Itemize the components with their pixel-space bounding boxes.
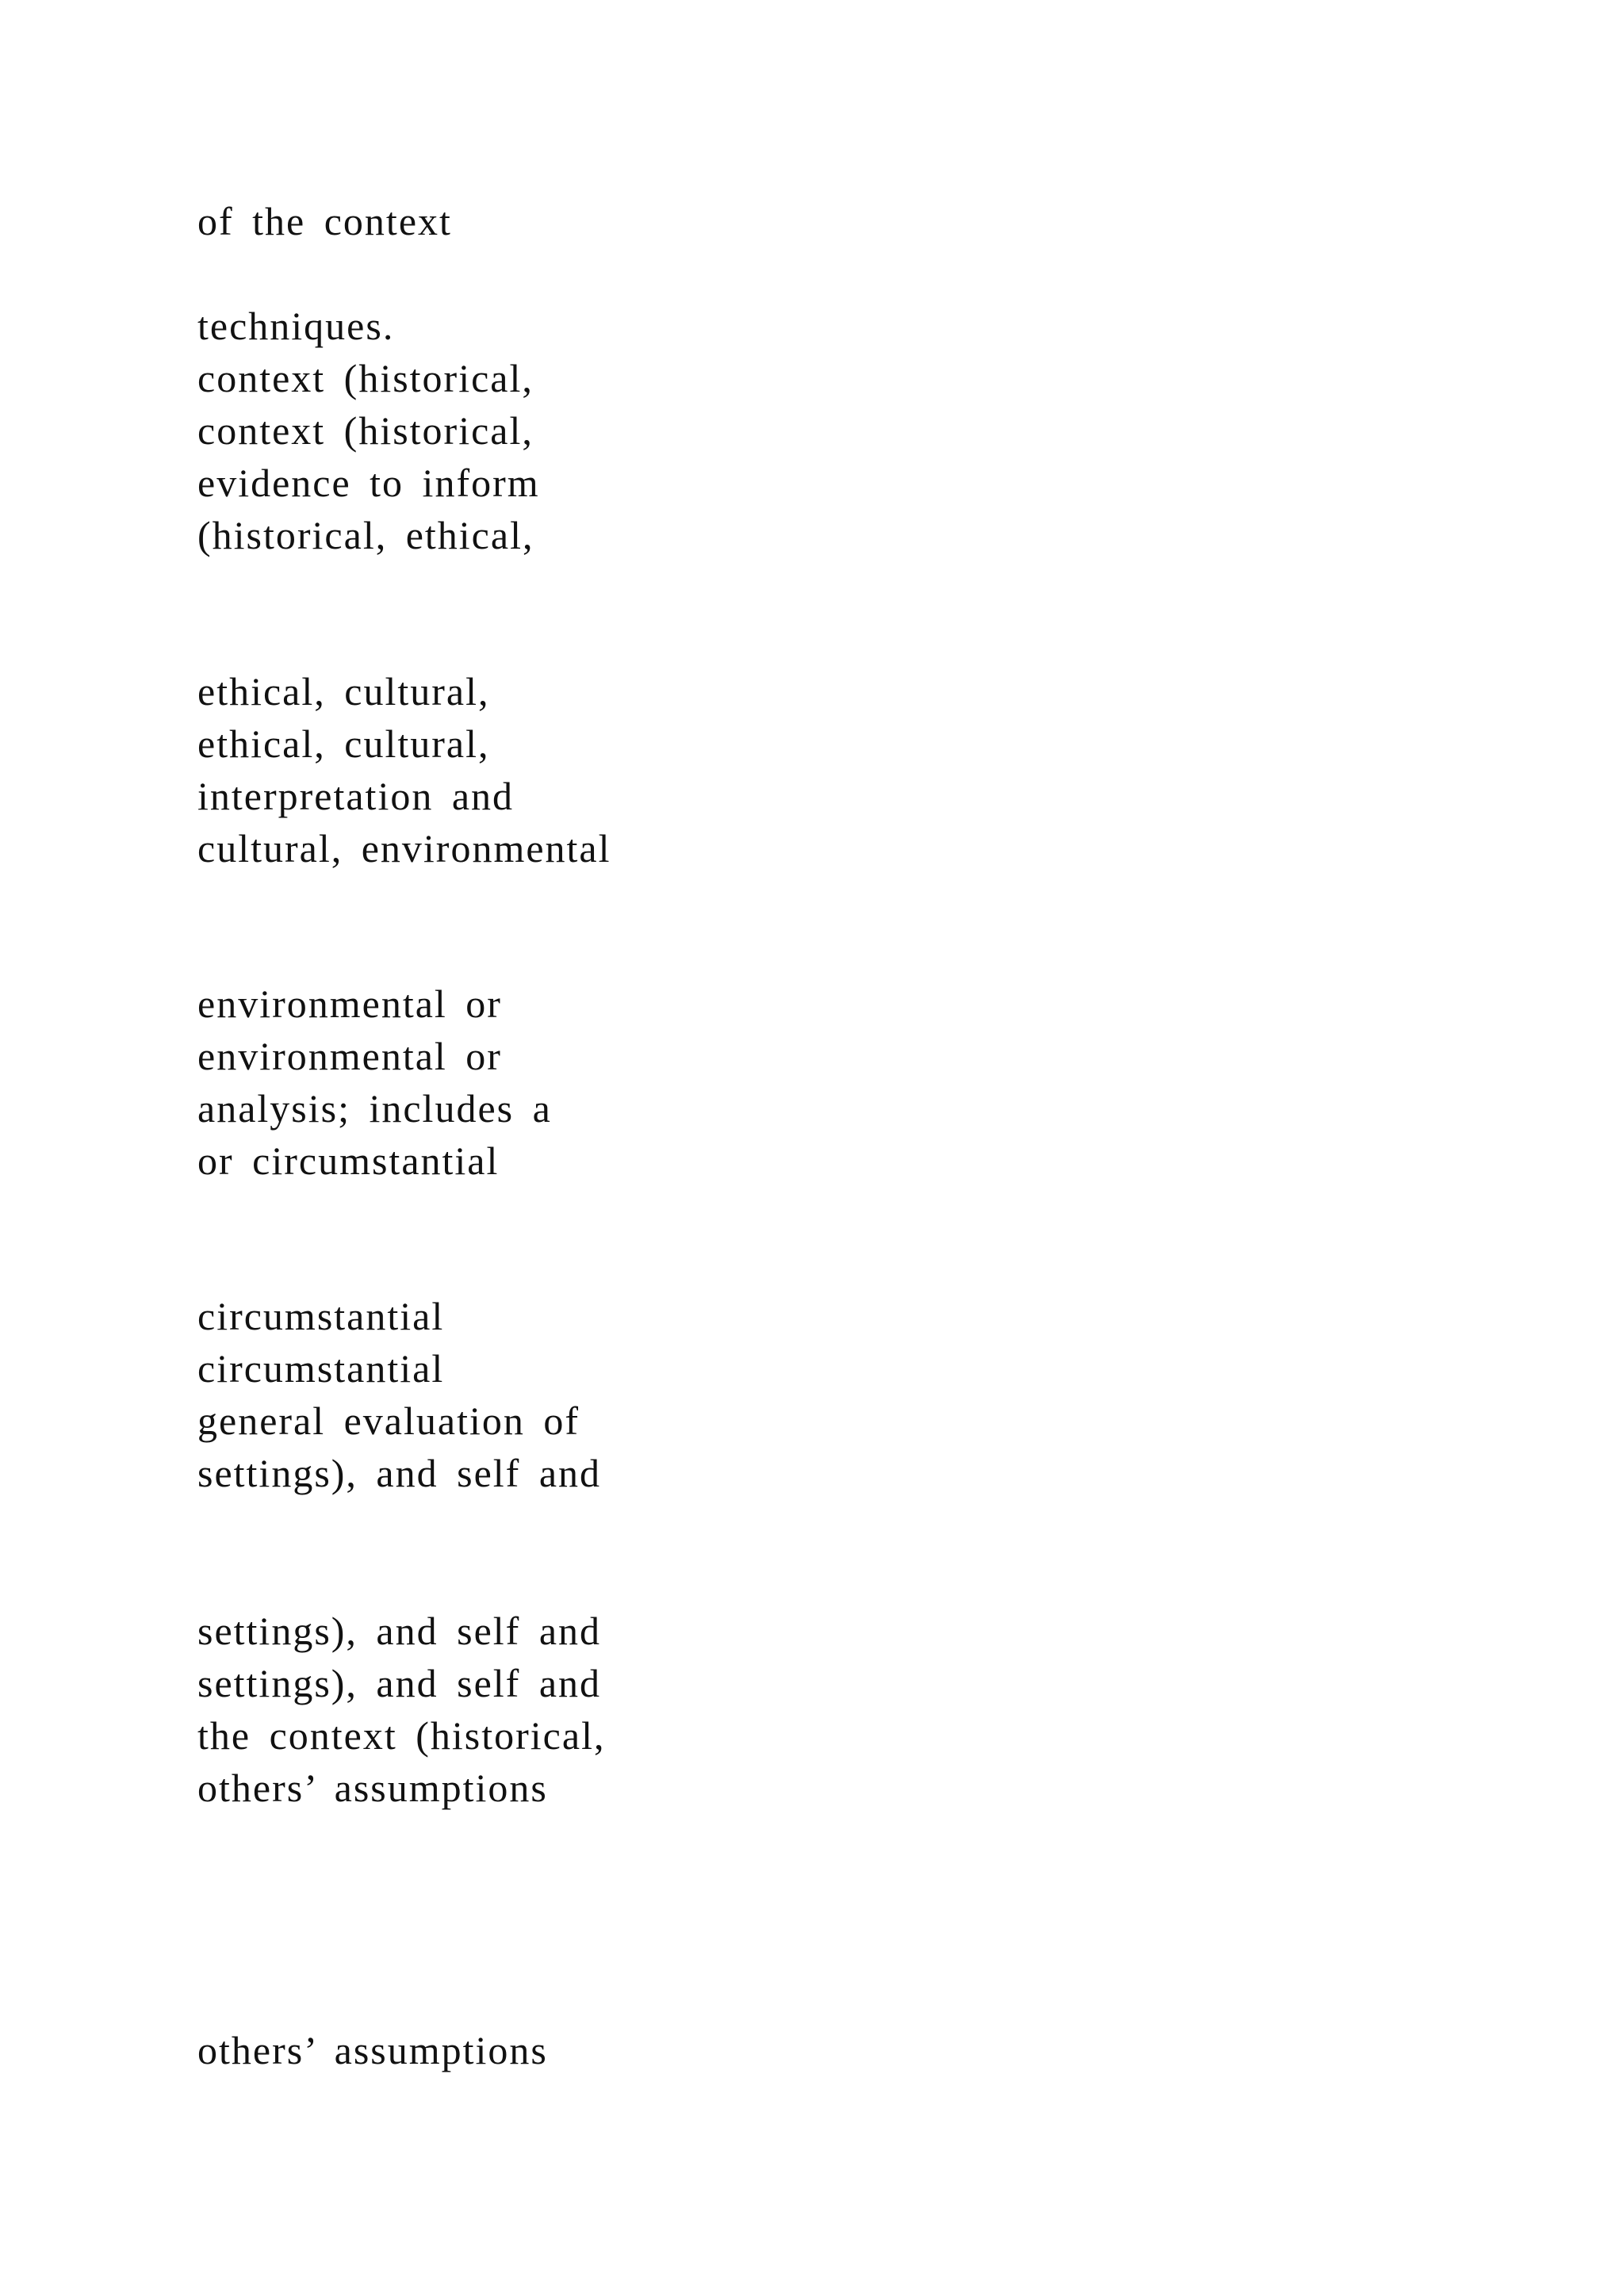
text-line: others’ assumptions <box>197 2028 548 2072</box>
text-line: context (historical, <box>197 408 534 453</box>
text-line: context (historical, <box>197 356 534 400</box>
text-line: evidence to inform <box>197 461 540 505</box>
text-line: settings), and self and <box>197 1661 602 1705</box>
text-line: environmental or <box>197 982 502 1026</box>
text-line: circumstantial <box>197 1294 445 1338</box>
text-line: or circumstantial <box>197 1138 500 1183</box>
text-line: others’ assumptions <box>197 1766 548 1810</box>
text-line: analysis; includes a <box>197 1086 552 1131</box>
text-line: general evaluation of <box>197 1399 580 1443</box>
text-line: interpretation and <box>197 774 515 818</box>
text-line: settings), and self and <box>197 1609 602 1653</box>
text-line: settings), and self and <box>197 1451 602 1495</box>
text-line: environmental or <box>197 1034 502 1078</box>
text-line: ethical, cultural, <box>197 669 490 714</box>
text-line: techniques. <box>197 304 395 348</box>
text-line: of the context <box>197 199 452 243</box>
text-line: the context (historical, <box>197 1713 606 1758</box>
text-line: cultural, environmental <box>197 826 611 871</box>
text-line: ethical, cultural, <box>197 721 490 766</box>
text-line: (historical, ethical, <box>197 513 534 557</box>
text-line: circumstantial <box>197 1346 445 1391</box>
